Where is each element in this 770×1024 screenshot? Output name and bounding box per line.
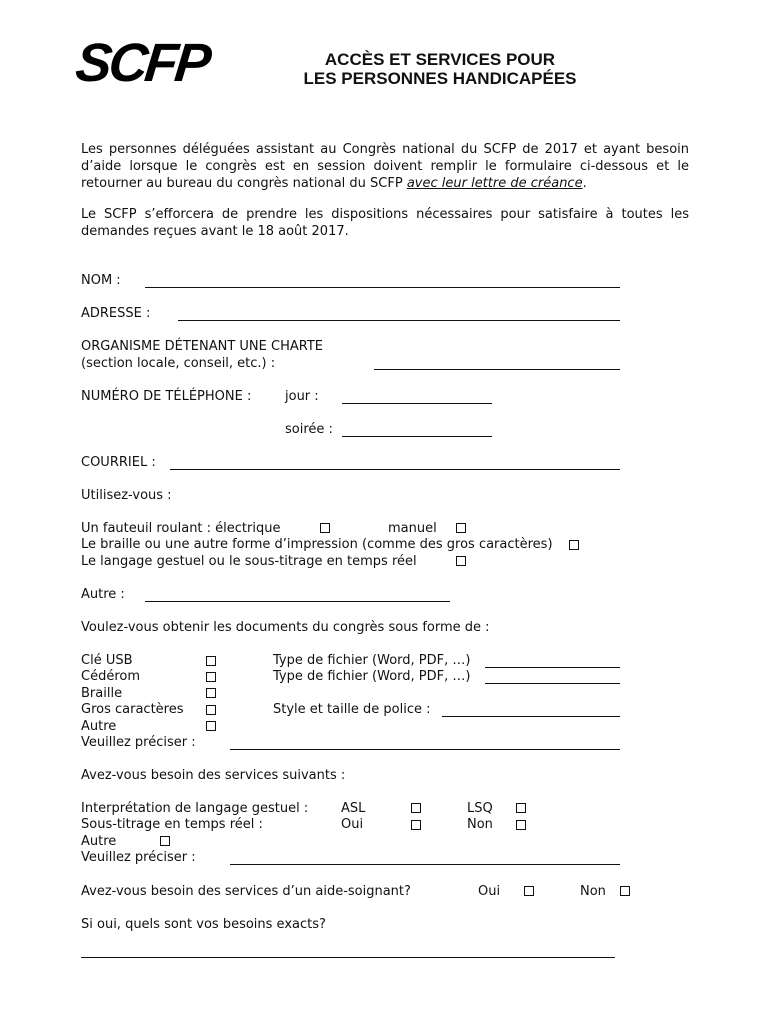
langage-checkbox[interactable]: [456, 556, 466, 566]
asl-label: ASL: [341, 801, 366, 816]
organisme-field[interactable]: [374, 369, 620, 370]
soustitrage-non-label: Non: [467, 817, 493, 832]
soiree-label: soirée :: [285, 422, 333, 437]
documents-question: Voulez-vous obtenir les documents du congrès sous forme de :: [81, 620, 490, 635]
title-line-2: LES PERSONNES HANDICAPÉES: [303, 69, 577, 88]
aide-oui-checkbox[interactable]: [524, 886, 534, 896]
courriel-field[interactable]: [170, 469, 620, 470]
scfp-logo: SCFP: [72, 33, 212, 93]
manuel-checkbox[interactable]: [456, 523, 466, 533]
services-question: Avez-vous besoin des services suivants :: [81, 768, 346, 783]
style-police-field[interactable]: [442, 716, 620, 717]
usb-checkbox[interactable]: [206, 656, 216, 666]
adresse-label: ADRESSE :: [81, 306, 151, 321]
style-police-label: Style et taille de police :: [273, 702, 431, 717]
title-line-1: ACCÈS ET SERVICES POUR: [324, 50, 556, 69]
soustitrage-label: Sous-titrage en temps réel :: [81, 817, 263, 832]
besoins-question: Si oui, quels sont vos besoins exacts?: [81, 917, 326, 932]
aide-non-checkbox[interactable]: [620, 886, 630, 896]
organisme-sublabel: (section locale, conseil, etc.) :: [81, 356, 276, 371]
doc-option-autre: Autre: [81, 719, 117, 734]
intro-text: Les personnes déléguées assistant au Congrès national du SCFP de 2017 et ayant besoin d’aide lorsque le congrès est en session doivent remplir le formulaire ci-dessous et le retourner au bureau du congrès national du SCFP: [81, 142, 689, 191]
utilisez-question: Utilisez-vous :: [81, 488, 172, 503]
nom-field[interactable]: [145, 287, 620, 288]
jour-label: jour :: [285, 389, 319, 404]
soiree-field[interactable]: [342, 436, 492, 437]
page-title: [270, 50, 610, 88]
doc-option-usb: Clé USB: [81, 653, 133, 668]
type-fichier-field-1[interactable]: [485, 667, 620, 668]
services-preciser-field[interactable]: [230, 864, 620, 865]
langage-label: Le langage gestuel ou le sous-titrage en temps réel: [81, 554, 417, 569]
doc-preciser-field[interactable]: [230, 749, 620, 750]
lsq-label: LSQ: [467, 801, 493, 816]
doc-option-cederom: Cédérom: [81, 669, 141, 684]
interpretation-label: Interprétation de langage gestuel :: [81, 801, 309, 816]
services-autre-label: Autre: [81, 834, 117, 849]
type-fichier-field-2[interactable]: [485, 683, 620, 684]
braille-checkbox[interactable]: [569, 540, 579, 550]
services-preciser-label: Veuillez préciser :: [81, 850, 196, 865]
lsq-checkbox[interactable]: [516, 803, 526, 813]
soustitrage-non-checkbox[interactable]: [516, 820, 526, 830]
fauteuil-label: Un fauteuil roulant : électrique: [81, 521, 281, 536]
aide-oui-label: Oui: [478, 884, 501, 899]
besoins-field[interactable]: [81, 957, 615, 958]
adresse-field[interactable]: [178, 320, 620, 321]
doc-preciser-label: Veuillez préciser :: [81, 735, 196, 750]
doc-option-gros: Gros caractères: [81, 702, 184, 717]
doc-autre-checkbox[interactable]: [206, 721, 216, 731]
type-fichier-label-1: Type de fichier (Word, PDF, …): [273, 653, 471, 668]
braille-label: Le braille ou une autre forme d’impression (comme des gros caractères): [81, 537, 553, 552]
type-fichier-label-2: Type de fichier (Word, PDF, …): [273, 669, 471, 684]
nom-label: NOM :: [81, 273, 121, 288]
courriel-label: COURRIEL :: [81, 455, 156, 470]
asl-checkbox[interactable]: [411, 803, 421, 813]
gros-caracteres-checkbox[interactable]: [206, 705, 216, 715]
manuel-label: manuel: [388, 521, 437, 536]
organisme-label: ORGANISME DÉTENANT UNE CHARTE: [81, 339, 323, 354]
intro-paragraph-1: [81, 141, 689, 192]
cederom-checkbox[interactable]: [206, 672, 216, 682]
aide-question: Avez-vous besoin des services d’un aide-soignant?: [81, 884, 411, 899]
jour-field[interactable]: [342, 403, 492, 404]
telephone-label: NUMÉRO DE TÉLÉPHONE :: [81, 389, 252, 404]
electrique-checkbox[interactable]: [320, 523, 330, 533]
aide-non-label: Non: [580, 884, 606, 899]
services-autre-checkbox[interactable]: [160, 836, 170, 846]
doc-option-braille: Braille: [81, 686, 123, 701]
doc-braille-checkbox[interactable]: [206, 688, 216, 698]
soustitrage-oui-label: Oui: [341, 817, 364, 832]
intro-emphasis: avec leur lettre de créance: [406, 176, 583, 191]
intro-paragraph-2: Le SCFP s’efforcera de prendre les dispositions nécessaires pour satisfaire à toutes les demandes reçues avant le 18 août 2017.: [81, 207, 689, 239]
autre-field[interactable]: [145, 601, 450, 602]
soustitrage-oui-checkbox[interactable]: [411, 820, 421, 830]
intro-end: .: [582, 176, 587, 191]
autre-label: Autre :: [81, 587, 125, 602]
